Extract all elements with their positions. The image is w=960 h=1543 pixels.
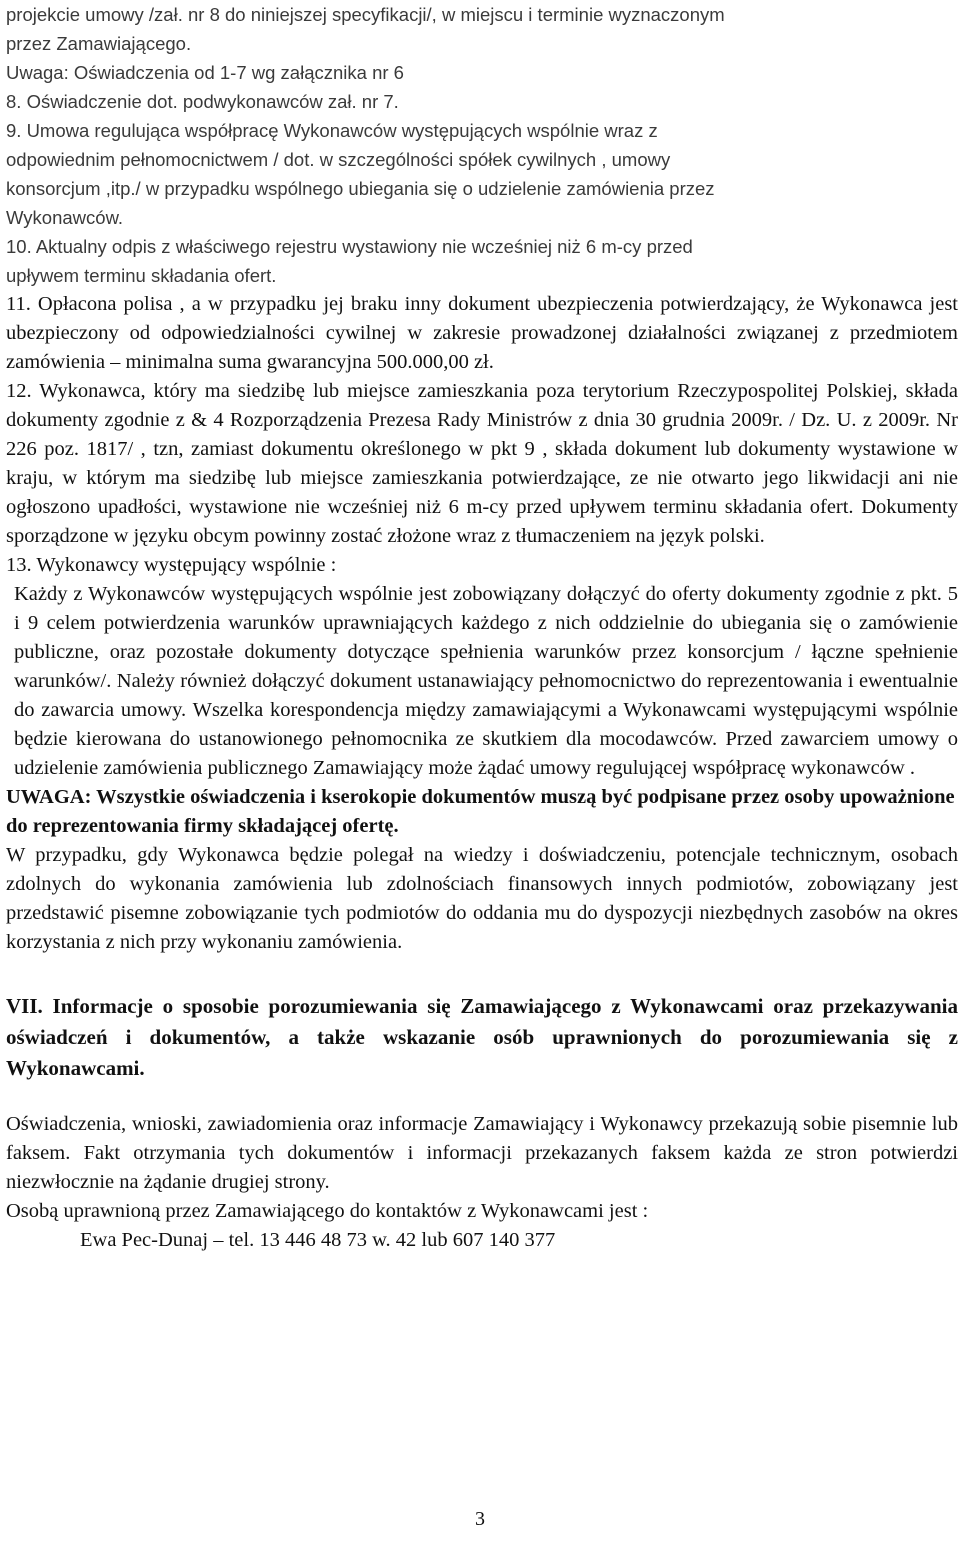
item-13-body: Każdy z Wykonawców występujących wspólnie jest zobowiązany dołączyć do oferty dokumenty zgodnie z pkt. 5 i 9 celem potwierdzenia warunków uprawniających każdego z nich oddzielnie do ubiegania się o zamówienie publiczne, oraz pozostałe dokumenty dotyczące spełnienia warunków przez konsorcjum / łączne spełnienie warunków/. Należy również dołączyć dokument ustanawiający pełnomocnictwo do reprezentowania i ewentualnie do zawarcia umowy. Wszelka korespondencja między zamawiającymi a Wykonawcami występującymi wspólnie będzie kierowana do ustanowionego pełnomocnika ze skutkiem dla mocodawców. Przed zawarciem umowy o udzielenie zamówienia publicznego Zamawiający może żądać umowy regulującej współpracę wykonawców . <box>14 583 958 779</box>
item-11-insurance: 11. Opłacona polisa , a w przypadku jej braku inny dokument ubezpieczenia potwierdzający, że Wykonawca jest ubezpieczony od odpowiedzialności cywilnej w zakresie prowadzonej działalności związanej z przedmiotem zamówienia – minimalna suma gwarancyjna 500.000,00 zł. <box>6 293 958 373</box>
text-line-8: Wykonawców. <box>6 207 124 228</box>
document-page <box>6 0 958 1255</box>
text-line-7: konsorcjum ,itp./ w przypadku wspólnego ubiegania się o udzielenie zamówienia przez <box>6 178 715 199</box>
item-12-foreign-contractor: 12. Wykonawca, który ma siedzibę lub miejsce zamieszkania poza terytorium Rzeczypospolitej Polskiej, składa dokumenty zgodnie z & 4 Rozporządzenia Prezesa Rady Ministrów z dnia 30 grudnia 2009r. / Dz. U. z 2009r. Nr 226 poz. 1817/ , tzn, zamiast dokumentu określonego w pkt 9 , składa dokument lub dokumenty wystawione w kraju, w którym ma siedzibę lub miejsce zamieszkania potwierdzające, ze nie otwarto jego likwidacji ani nie ogłoszono upadłości, wystawione nie wcześniej niż 6 m-cy przed upływem terminu składania ofert. Dokumenty sporządzone w języku obcym powinny zostać złożone wraz z tłumaczeniem na język polski. <box>6 380 958 547</box>
third-party-resources-paragraph: W przypadku, gdy Wykonawca będzie polegał na wiedzy i doświadczeniu, potencjale technicznym, osobach zdolnych do wykonania zamówienia lub zdolnościach finansowych innych podmiotów, zobowiązany jest przedstawić pisemne zobowiązanie tych podmiotów do oddania mu do dyspozycji niezbędnych zasobów na okres korzystania z nich przy wykonaniu zamówienia. <box>6 844 958 953</box>
text-line-5: 9. Umowa regulująca współpracę Wykonawców występujących wspólnie wraz z <box>6 120 658 141</box>
text-line-4: 8. Oświadczenie dot. podwykonawców zał. nr 7. <box>6 91 399 112</box>
text-line-3: Uwaga: Oświadczenia od 1-7 wg załącznika nr 6 <box>6 62 404 83</box>
text-line-9: 10. Aktualny odpis z właściwego rejestru wystawiony nie wcześniej niż 6 m-cy przed <box>6 236 693 257</box>
section-vii-heading: VII. Informacje o sposobie porozumiewania się Zamawiającego z Wykonawcami oraz przekazywania oświadczeń i dokumentów, a także wskazanie osób uprawnionych do porozumiewania się z Wykonawcami. <box>6 994 958 1080</box>
item-13-title: 13. Wykonawcy występujący wspólnie : <box>6 554 337 576</box>
page-number: 3 <box>475 1508 485 1530</box>
communication-paragraph: Oświadczenia, wnioski, zawiadomienia oraz informacje Zamawiający i Wykonawcy przekazują sobie pisemnie lub faksem. Fakt otrzymania tych dokumentów i informacji przekazanych faksem każda ze stron potwierdzi niezwłocznie na żądanie drugiej strony. <box>6 1113 958 1193</box>
text-line-10: upływem terminu składania ofert. <box>6 265 277 286</box>
signature-warning: UWAGA: Wszystkie oświadczenia i kserokopie dokumentów muszą być podpisane przez osoby upoważnione do reprezentowania firmy składającej ofertę. <box>6 786 955 837</box>
text-line-1: projekcie umowy /zał. nr 8 do niniejszej specyfikacji/, w miejscu i terminie wyznaczonym <box>6 4 725 25</box>
contact-person: Ewa Pec-Dunaj – tel. 13 446 48 73 w. 42 lub 607 140 377 <box>80 1229 556 1251</box>
contact-intro: Osobą uprawnioną przez Zamawiającego do kontaktów z Wykonawcami jest : <box>6 1200 649 1222</box>
text-line-6: odpowiednim pełnomocnictwem / dot. w szczególności spółek cywilnych , umowy <box>6 149 671 170</box>
text-line-2: przez Zamawiającego. <box>6 33 192 54</box>
